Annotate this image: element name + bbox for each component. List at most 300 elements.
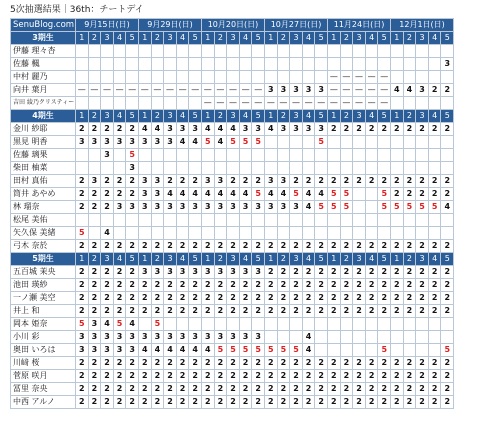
result-cell: 3 xyxy=(252,331,265,344)
result-cell: 2 xyxy=(164,240,177,253)
result-cell: 3 xyxy=(139,331,152,344)
result-cell xyxy=(315,45,328,58)
result-cell: 2 xyxy=(378,357,391,370)
result-cell xyxy=(365,318,378,331)
result-cell xyxy=(378,214,391,227)
result-cell xyxy=(403,97,416,110)
slot-number: 2 xyxy=(214,110,227,123)
result-cell: 2 xyxy=(403,240,416,253)
result-cell xyxy=(76,97,89,110)
result-cell: 3 xyxy=(290,84,303,97)
lottery-results-table-container xyxy=(10,18,454,409)
result-cell xyxy=(176,71,189,84)
result-cell: — xyxy=(290,97,303,110)
result-cell xyxy=(441,71,454,84)
slot-number: 4 xyxy=(239,253,252,266)
result-cell: 2 xyxy=(428,383,441,396)
result-cell: 2 xyxy=(353,396,366,409)
result-cell xyxy=(428,214,441,227)
result-cell: 2 xyxy=(189,370,202,383)
result-cell: 5 xyxy=(214,344,227,357)
result-cell: 2 xyxy=(151,357,164,370)
result-cell: 3 xyxy=(126,331,139,344)
result-cell: 2 xyxy=(164,279,177,292)
result-cell: 2 xyxy=(76,279,89,292)
slot-number: 1 xyxy=(265,253,278,266)
result-cell: 4 xyxy=(227,123,240,136)
result-cell xyxy=(378,318,391,331)
result-cell: 2 xyxy=(88,383,101,396)
result-cell: 4 xyxy=(302,201,315,214)
slot-number: 4 xyxy=(428,110,441,123)
result-cell: 2 xyxy=(290,292,303,305)
result-cell: 3 xyxy=(126,162,139,175)
result-cell: 2 xyxy=(227,396,240,409)
result-cell xyxy=(416,214,429,227)
result-cell xyxy=(265,318,278,331)
result-cell: 5 xyxy=(76,227,89,240)
member-row xyxy=(11,331,454,344)
result-cell: 3 xyxy=(441,58,454,71)
result-cell: 2 xyxy=(391,279,404,292)
result-cell xyxy=(302,214,315,227)
result-cell xyxy=(416,71,429,84)
result-cell xyxy=(428,318,441,331)
result-cell: 5 xyxy=(340,201,353,214)
result-cell: 2 xyxy=(378,305,391,318)
result-cell: 3 xyxy=(88,318,101,331)
result-cell: 2 xyxy=(416,240,429,253)
result-cell: 2 xyxy=(101,370,114,383)
result-cell: 3 xyxy=(139,201,152,214)
result-cell xyxy=(113,214,126,227)
member-name: 弓木 奈於 xyxy=(11,240,76,253)
member-row xyxy=(11,123,454,136)
result-cell xyxy=(252,162,265,175)
result-cell: 3 xyxy=(101,136,114,149)
result-cell: 2 xyxy=(76,123,89,136)
result-cell xyxy=(227,214,240,227)
result-cell xyxy=(391,45,404,58)
result-cell xyxy=(378,162,391,175)
result-cell xyxy=(328,227,341,240)
member-row xyxy=(11,97,454,110)
result-cell: — xyxy=(126,84,139,97)
slot-number: 2 xyxy=(151,253,164,266)
member-row xyxy=(11,136,454,149)
result-cell: 2 xyxy=(88,396,101,409)
result-cell: 3 xyxy=(113,136,126,149)
result-cell xyxy=(353,318,366,331)
result-cell: 4 xyxy=(101,227,114,240)
result-cell: — xyxy=(252,84,265,97)
result-cell: 2 xyxy=(315,266,328,279)
result-cell: 2 xyxy=(428,357,441,370)
result-cell: 2 xyxy=(441,357,454,370)
result-cell xyxy=(391,58,404,71)
result-cell: 2 xyxy=(441,279,454,292)
result-cell: 2 xyxy=(340,292,353,305)
result-cell: 2 xyxy=(302,370,315,383)
slot-number: 2 xyxy=(403,253,416,266)
result-cell: 3 xyxy=(290,201,303,214)
result-cell: 2 xyxy=(239,370,252,383)
result-cell xyxy=(277,227,290,240)
result-cell: 2 xyxy=(176,279,189,292)
result-cell: 4 xyxy=(302,344,315,357)
result-cell: 5 xyxy=(76,318,89,331)
result-cell xyxy=(353,227,366,240)
member-name: 黒見 明香 xyxy=(11,136,76,149)
result-cell: 2 xyxy=(378,396,391,409)
result-cell: 2 xyxy=(441,84,454,97)
result-cell: 3 xyxy=(277,84,290,97)
result-cell xyxy=(113,45,126,58)
result-cell: — xyxy=(227,84,240,97)
result-cell xyxy=(227,58,240,71)
result-cell: 3 xyxy=(76,331,89,344)
result-cell xyxy=(290,136,303,149)
result-cell xyxy=(202,149,215,162)
result-cell xyxy=(214,227,227,240)
result-cell: 2 xyxy=(76,383,89,396)
result-cell: 2 xyxy=(315,240,328,253)
result-cell: 2 xyxy=(76,396,89,409)
result-cell: 5 xyxy=(315,201,328,214)
result-cell: 2 xyxy=(252,240,265,253)
result-cell: 2 xyxy=(252,279,265,292)
result-cell: 2 xyxy=(101,123,114,136)
slot-number: 2 xyxy=(340,32,353,45)
section-header-row xyxy=(11,110,454,123)
result-cell: 3 xyxy=(227,201,240,214)
result-cell: 2 xyxy=(113,370,126,383)
result-cell: 2 xyxy=(239,279,252,292)
member-row xyxy=(11,240,454,253)
result-cell: 2 xyxy=(365,279,378,292)
result-cell: 2 xyxy=(328,292,341,305)
result-cell xyxy=(214,318,227,331)
slot-number: 1 xyxy=(76,32,89,45)
result-cell: 2 xyxy=(151,383,164,396)
result-cell xyxy=(202,318,215,331)
result-cell: 3 xyxy=(151,201,164,214)
result-cell: 2 xyxy=(441,175,454,188)
result-cell: 2 xyxy=(391,292,404,305)
result-cell xyxy=(441,136,454,149)
member-row xyxy=(11,370,454,383)
result-cell: 2 xyxy=(189,292,202,305)
member-row xyxy=(11,266,454,279)
result-cell: 2 xyxy=(403,383,416,396)
result-cell: 2 xyxy=(76,292,89,305)
result-cell: 2 xyxy=(202,305,215,318)
result-cell: 3 xyxy=(252,123,265,136)
date-header: 9月29日(日) xyxy=(139,19,202,32)
slot-number: 3 xyxy=(164,253,177,266)
result-cell: — xyxy=(378,84,391,97)
member-row xyxy=(11,175,454,188)
result-cell: 2 xyxy=(126,357,139,370)
slot-number: 3 xyxy=(290,253,303,266)
member-row xyxy=(11,84,454,97)
result-cell: 4 xyxy=(403,84,416,97)
result-cell: 2 xyxy=(239,175,252,188)
result-cell: 2 xyxy=(353,370,366,383)
result-cell: 2 xyxy=(290,266,303,279)
result-cell: 2 xyxy=(328,357,341,370)
result-cell: 2 xyxy=(101,188,114,201)
result-cell xyxy=(328,149,341,162)
result-cell xyxy=(202,214,215,227)
slot-number: 4 xyxy=(176,32,189,45)
result-cell xyxy=(365,136,378,149)
result-cell: 2 xyxy=(428,279,441,292)
result-cell: 2 xyxy=(227,383,240,396)
member-row xyxy=(11,45,454,58)
result-cell xyxy=(214,45,227,58)
result-cell xyxy=(176,58,189,71)
result-cell: 2 xyxy=(214,396,227,409)
result-cell: 4 xyxy=(151,123,164,136)
result-cell: 2 xyxy=(151,396,164,409)
slot-number: 1 xyxy=(139,32,152,45)
result-cell: 3 xyxy=(101,331,114,344)
result-cell: 2 xyxy=(101,383,114,396)
result-cell: 2 xyxy=(302,175,315,188)
result-cell xyxy=(277,214,290,227)
result-cell: 2 xyxy=(290,396,303,409)
result-cell xyxy=(252,45,265,58)
result-cell: 2 xyxy=(227,357,240,370)
result-cell xyxy=(378,45,391,58)
result-cell xyxy=(88,227,101,240)
result-cell: 2 xyxy=(365,266,378,279)
result-cell: 2 xyxy=(139,292,152,305)
result-cell: — xyxy=(176,84,189,97)
result-cell xyxy=(365,214,378,227)
result-cell: 2 xyxy=(88,305,101,318)
result-cell: 2 xyxy=(328,240,341,253)
result-cell xyxy=(88,45,101,58)
result-cell xyxy=(176,318,189,331)
result-cell: 2 xyxy=(252,175,265,188)
result-cell xyxy=(227,71,240,84)
slot-number: 1 xyxy=(328,32,341,45)
result-cell xyxy=(214,71,227,84)
result-cell xyxy=(403,71,416,84)
result-cell: 2 xyxy=(76,370,89,383)
result-cell: 3 xyxy=(113,201,126,214)
result-cell: — xyxy=(252,97,265,110)
result-cell: 2 xyxy=(214,240,227,253)
slot-number: 1 xyxy=(139,110,152,123)
result-cell: 2 xyxy=(441,305,454,318)
result-cell xyxy=(277,162,290,175)
result-cell xyxy=(164,97,177,110)
result-cell: 2 xyxy=(277,357,290,370)
result-cell: 2 xyxy=(214,370,227,383)
result-cell: 2 xyxy=(340,383,353,396)
result-cell: — xyxy=(202,97,215,110)
result-cell: 3 xyxy=(88,331,101,344)
result-cell: 2 xyxy=(239,357,252,370)
result-cell: 2 xyxy=(428,292,441,305)
member-name: 向井 葉月 xyxy=(11,84,76,97)
result-cell: — xyxy=(340,71,353,84)
result-cell xyxy=(151,71,164,84)
result-cell xyxy=(340,58,353,71)
result-cell: 2 xyxy=(340,266,353,279)
result-cell: 2 xyxy=(302,292,315,305)
lottery-results-table xyxy=(10,18,454,409)
result-cell xyxy=(340,214,353,227)
slot-number: 2 xyxy=(340,110,353,123)
result-cell xyxy=(252,227,265,240)
result-cell: 2 xyxy=(189,396,202,409)
result-cell: 2 xyxy=(441,188,454,201)
result-cell xyxy=(428,97,441,110)
result-cell: 4 xyxy=(214,136,227,149)
result-cell: 2 xyxy=(277,266,290,279)
result-cell xyxy=(202,45,215,58)
result-cell xyxy=(353,331,366,344)
result-cell: 3 xyxy=(202,331,215,344)
result-cell xyxy=(365,149,378,162)
result-cell xyxy=(290,227,303,240)
slot-number: 4 xyxy=(365,110,378,123)
result-cell xyxy=(290,149,303,162)
slot-number: 3 xyxy=(164,32,177,45)
result-cell xyxy=(113,162,126,175)
result-cell xyxy=(252,214,265,227)
result-cell: 2 xyxy=(353,305,366,318)
result-cell: 2 xyxy=(391,383,404,396)
result-cell xyxy=(340,344,353,357)
result-cell: — xyxy=(202,84,215,97)
result-cell: 2 xyxy=(176,240,189,253)
slot-number: 2 xyxy=(214,32,227,45)
result-cell: 4 xyxy=(189,188,202,201)
result-cell xyxy=(277,149,290,162)
result-cell: 3 xyxy=(88,136,101,149)
result-cell: 2 xyxy=(403,175,416,188)
result-cell: 2 xyxy=(227,292,240,305)
result-cell: 2 xyxy=(252,396,265,409)
result-cell: 2 xyxy=(403,188,416,201)
result-cell: 2 xyxy=(365,175,378,188)
result-cell: 2 xyxy=(126,279,139,292)
slot-number: 3 xyxy=(227,32,240,45)
result-cell: 2 xyxy=(277,305,290,318)
slot-number: 5 xyxy=(315,253,328,266)
result-cell xyxy=(328,45,341,58)
result-cell: 2 xyxy=(328,123,341,136)
result-cell xyxy=(428,227,441,240)
slot-number: 2 xyxy=(214,253,227,266)
slot-number: 4 xyxy=(302,32,315,45)
member-row xyxy=(11,292,454,305)
result-cell: 2 xyxy=(88,188,101,201)
result-cell: 5 xyxy=(428,201,441,214)
result-cell xyxy=(214,149,227,162)
result-cell: — xyxy=(265,97,278,110)
result-cell: 4 xyxy=(176,136,189,149)
result-cell xyxy=(378,136,391,149)
result-cell: 2 xyxy=(214,383,227,396)
result-cell xyxy=(441,149,454,162)
slot-number: 5 xyxy=(441,32,454,45)
result-cell: 2 xyxy=(403,396,416,409)
result-cell: 2 xyxy=(176,175,189,188)
result-cell: 2 xyxy=(252,383,265,396)
result-cell: 2 xyxy=(126,305,139,318)
slot-number: 5 xyxy=(441,110,454,123)
result-cell: 3 xyxy=(302,84,315,97)
result-cell xyxy=(403,162,416,175)
result-cell: 2 xyxy=(239,305,252,318)
result-cell: 2 xyxy=(101,305,114,318)
result-cell: 2 xyxy=(189,279,202,292)
result-cell xyxy=(239,214,252,227)
result-cell xyxy=(227,227,240,240)
result-cell: 5 xyxy=(403,201,416,214)
result-cell: 3 xyxy=(416,84,429,97)
result-cell: 3 xyxy=(189,201,202,214)
result-cell: 2 xyxy=(277,383,290,396)
result-cell xyxy=(290,71,303,84)
result-cell: 2 xyxy=(126,292,139,305)
result-cell: 2 xyxy=(315,383,328,396)
result-cell: 2 xyxy=(428,84,441,97)
result-cell: 2 xyxy=(151,279,164,292)
result-cell: 2 xyxy=(126,266,139,279)
slot-number: 3 xyxy=(290,110,303,123)
result-cell: 2 xyxy=(353,123,366,136)
result-cell xyxy=(365,58,378,71)
result-cell: 2 xyxy=(76,266,89,279)
result-cell: 3 xyxy=(164,123,177,136)
result-cell: 2 xyxy=(365,240,378,253)
slot-number: 4 xyxy=(113,110,126,123)
result-cell: — xyxy=(353,84,366,97)
result-cell: 2 xyxy=(151,370,164,383)
result-cell xyxy=(189,45,202,58)
result-cell: 5 xyxy=(441,344,454,357)
member-row xyxy=(11,214,454,227)
result-cell xyxy=(277,58,290,71)
result-cell: — xyxy=(340,97,353,110)
result-cell: 2 xyxy=(290,305,303,318)
result-cell: 2 xyxy=(353,292,366,305)
result-cell xyxy=(265,214,278,227)
result-cell: 2 xyxy=(239,292,252,305)
result-cell xyxy=(139,318,152,331)
result-cell: 3 xyxy=(164,136,177,149)
result-cell: 3 xyxy=(151,188,164,201)
result-cell: 3 xyxy=(88,344,101,357)
result-cell xyxy=(428,71,441,84)
result-cell: 2 xyxy=(365,357,378,370)
date-header: 10月27日(日) xyxy=(265,19,328,32)
slot-number: 2 xyxy=(88,110,101,123)
result-cell: 2 xyxy=(391,240,404,253)
result-cell: 2 xyxy=(290,175,303,188)
result-cell xyxy=(365,188,378,201)
member-row xyxy=(11,344,454,357)
member-row xyxy=(11,58,454,71)
result-cell xyxy=(126,97,139,110)
